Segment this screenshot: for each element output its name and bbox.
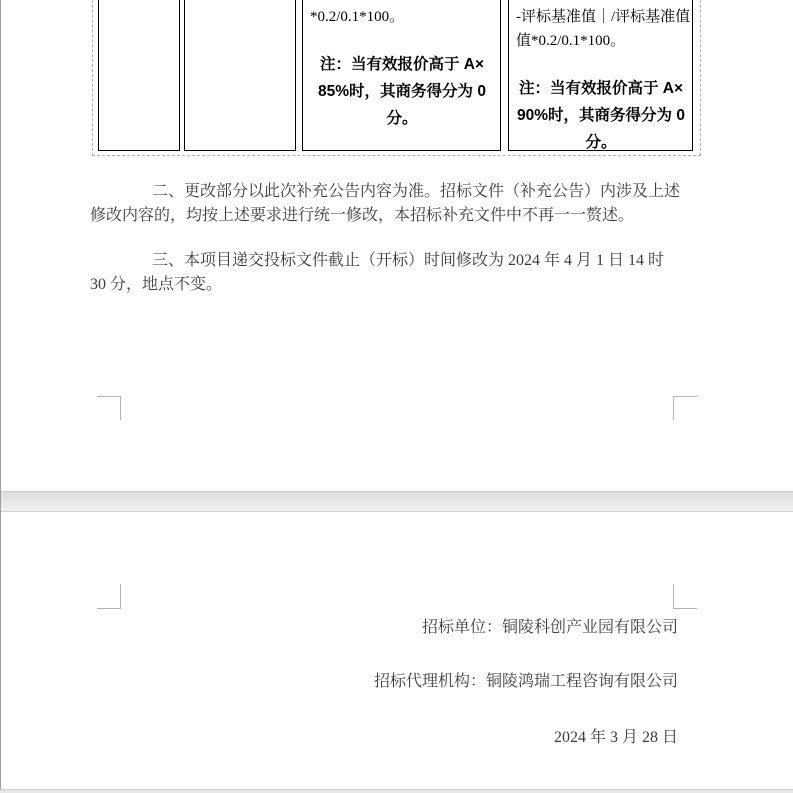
table-cell-4 <box>508 0 693 151</box>
document-page-2 <box>0 512 793 789</box>
margin-corner-mark-top-left-v <box>120 584 121 609</box>
page-separator <box>0 491 793 512</box>
tenderer-line: 招标单位：铜陵科创产业园有限公司 <box>421 619 678 636</box>
agency-line: 招标代理机构：铜陵鸿瑞工程咨询有限公司 <box>373 673 678 690</box>
cell3-formula-line: *0.2/0.1*100。 <box>310 9 405 25</box>
cell3-note-line-3: 分。 <box>386 110 418 127</box>
margin-corner-mark-bottom-right-h <box>673 396 697 397</box>
page-left-edge-line <box>0 0 1 789</box>
cell3-note <box>310 51 494 132</box>
cell3-note-line-1: 注：当有效报价高于 A× <box>319 56 485 73</box>
table-cell-1 <box>98 0 180 151</box>
table-cell-3 <box>302 0 501 151</box>
table-cell-2 <box>184 0 296 151</box>
paragraph-3-line-1: 三、本项目递交投标文件截止（开标）时间修改为 2024 年 4 月 1 日 14 时 <box>152 252 665 269</box>
cell4-note-line-1: 注：当有效报价高于 A× <box>518 80 684 97</box>
paragraph-2-line-1: 二、更改部分以此次补充公告内容为准。招标文件（补充公告）内涉及上述 <box>152 183 681 200</box>
cell3-note-line-2: 85%时，其商务得分为 0 <box>318 83 486 100</box>
cell4-formula-line-1: -评标基准值｜/评标基准值 <box>516 9 691 25</box>
paragraph-3 <box>90 249 682 297</box>
next-page-separator-edge <box>0 789 793 793</box>
margin-corner-mark-top-right-h <box>673 608 697 609</box>
cell4-note-line-3: 分。 <box>585 134 617 151</box>
paragraph-2-line-2: 修改内容的，均按上述要求进行统一修改，本招标补充文件中不再一一赘述。 <box>90 207 635 224</box>
margin-corner-mark-bottom-left-v <box>120 396 121 420</box>
margin-corner-mark-top-left-h <box>97 608 121 609</box>
date-line: 2024 年 3 月 28 日 <box>553 729 678 746</box>
margin-corner-mark-bottom-left-h <box>97 396 121 397</box>
cell4-note-line-2: 90%时，其商务得分为 0 <box>517 107 685 124</box>
paragraph-3-line-2: 30 分，地点不变。 <box>90 276 223 293</box>
cell4-formula-line-2: 值*0.2/0.1*100。 <box>516 33 626 49</box>
margin-corner-mark-bottom-right-v <box>673 396 674 420</box>
margin-corner-mark-top-right-v <box>673 584 674 609</box>
paragraph-2 <box>90 180 682 228</box>
cell4-note <box>516 75 686 156</box>
